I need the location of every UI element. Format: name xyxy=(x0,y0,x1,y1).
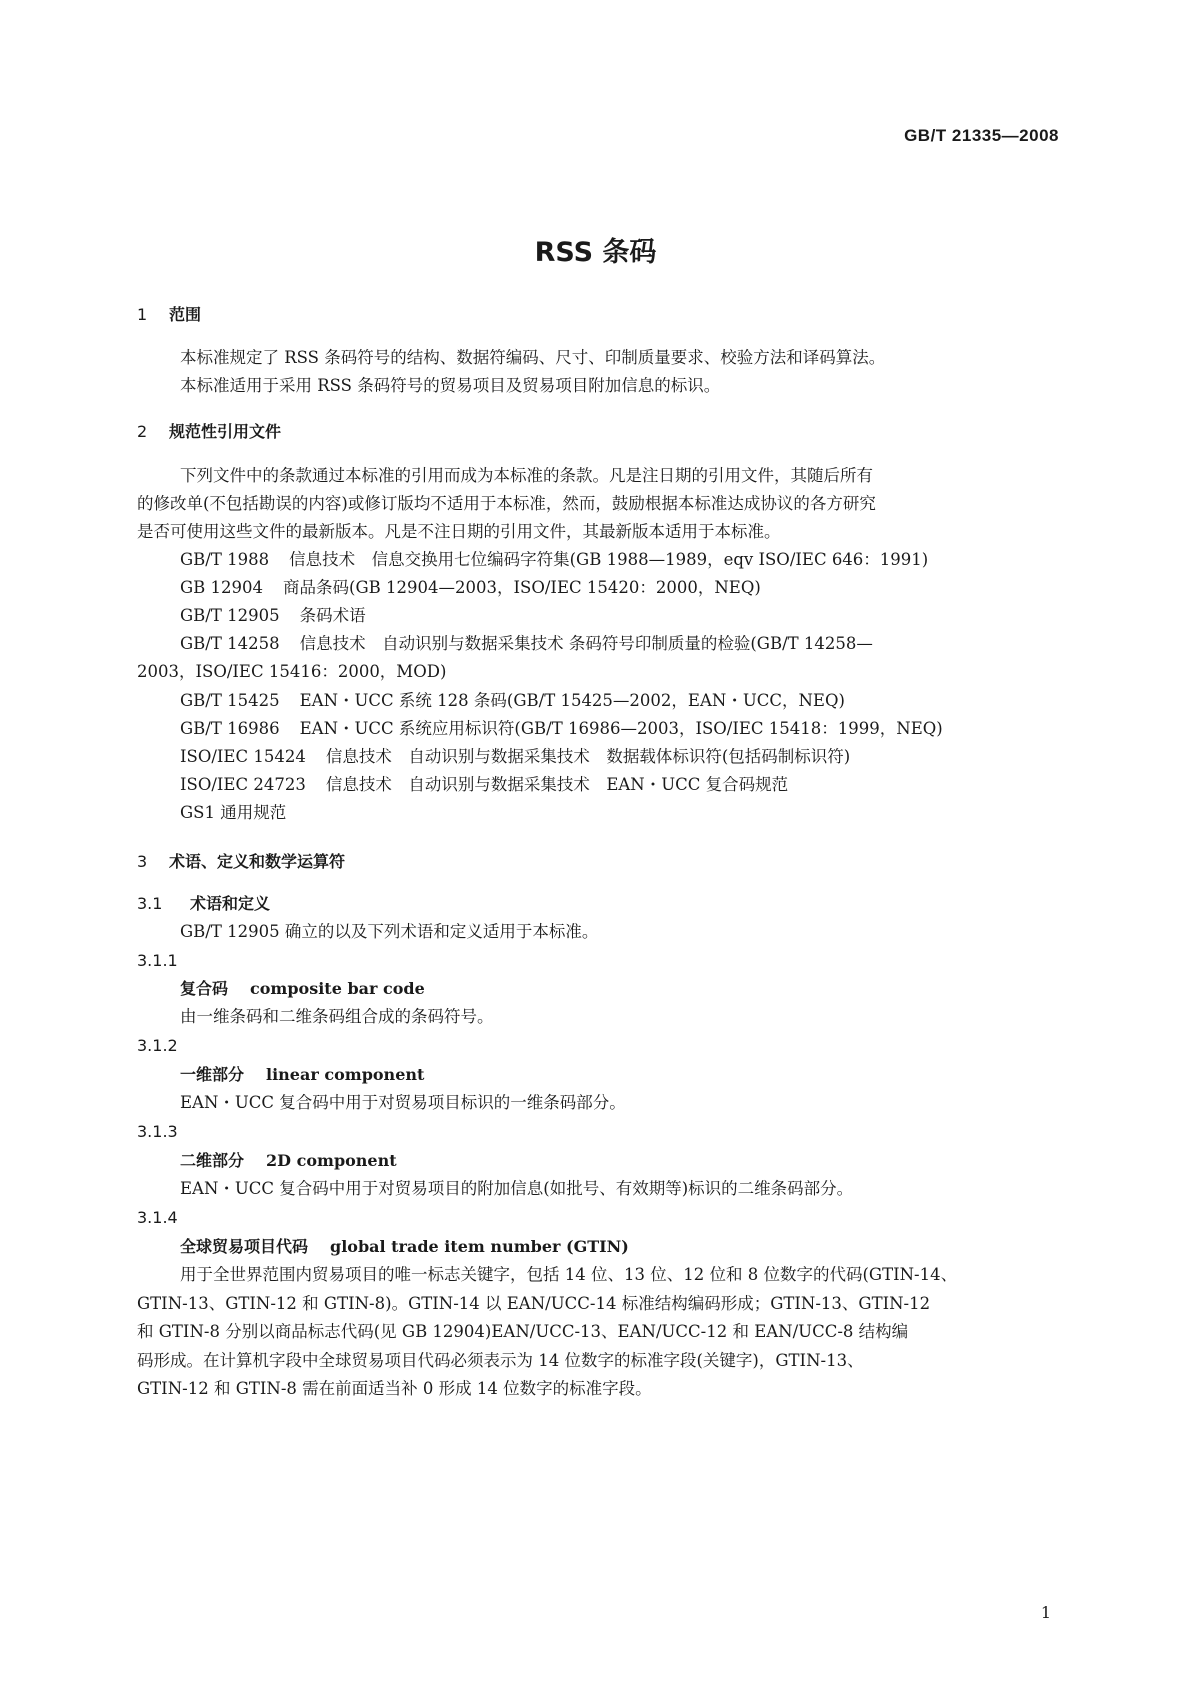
reference-title: EAN・UCC 系统应用标识符(GB/T 16986—2003，ISO/IEC 15418：1999，NEQ) xyxy=(299,719,943,738)
reference-item xyxy=(180,774,788,796)
section-title: 规范性引用文件 xyxy=(169,422,282,441)
term-zh: 复合码 xyxy=(180,979,229,998)
reference-code: ISO/IEC 15424 xyxy=(180,747,306,766)
section-number: 1 xyxy=(137,305,148,324)
paragraph: 本标准规定了 RSS 条码符号的结构、数据符编码、尺寸、印制质量要求、校验方法和译码算法。 xyxy=(180,348,886,367)
paragraph-line: 下列文件中的条款通过本标准的引用而成为本标准的条款。凡是注日期的引用文件，其随后所有 xyxy=(180,466,873,485)
reference-code: GB 12904 xyxy=(180,578,264,597)
paragraph: 本标准适用于采用 RSS 条码符号的贸易项目及贸易项目附加信息的标识。 xyxy=(180,376,721,395)
reference-title: 信息技术 自动识别与数据采集技术 EAN・UCC 复合码规范 xyxy=(325,775,789,794)
reference-code: GB/T 1988 xyxy=(180,550,270,569)
reference-code: GB/T 15425 xyxy=(180,691,280,710)
term-definition: EAN・UCC 复合码中用于对贸易项目标识的一维条码部分。 xyxy=(180,1093,626,1112)
term-entry xyxy=(180,1150,397,1172)
reference-item xyxy=(180,549,928,571)
term-entry xyxy=(180,978,425,1000)
standard-number: GB/T 21335—2008 xyxy=(904,126,1059,145)
term-entry xyxy=(180,1236,629,1258)
reference-item xyxy=(180,690,845,712)
term-entry xyxy=(180,1064,424,1086)
reference-code: ISO/IEC 24723 xyxy=(180,775,306,794)
term-en: linear component xyxy=(266,1065,425,1084)
term-number: 3.1.3 xyxy=(137,1122,178,1141)
subsection-title: 术语和定义 xyxy=(190,894,271,913)
term-number: 3.1.4 xyxy=(137,1208,178,1227)
document-title: RSS 条码 xyxy=(534,237,657,268)
section-1-heading xyxy=(137,304,201,326)
term-definition-line: 用于全世界范围内贸易项目的唯一标志关键字，包括 14 位、13 位、12 位和 8 位数字的代码(GTIN-14、 xyxy=(180,1265,958,1284)
reference-continuation: 2003，ISO/IEC 15416：2000，MOD) xyxy=(137,662,447,681)
reference-item xyxy=(180,746,850,768)
term-zh: 全球贸易项目代码 xyxy=(180,1237,309,1256)
reference-title: EAN・UCC 系统 128 条码(GB/T 15425—2002，EAN・UCC，NEQ) xyxy=(299,691,845,710)
term-definition-line: 码形成。在计算机字段中全球贸易项目代码必须表示为 14 位数字的标准字段(关键字)，GTIN-13、 xyxy=(137,1351,864,1370)
reference-item xyxy=(180,718,943,740)
term-definition: EAN・UCC 复合码中用于对贸易项目的附加信息(如批号、有效期等)标识的二维条码部分。 xyxy=(180,1179,854,1198)
paragraph: GB/T 12905 确立的以及下列术语和定义适用于本标准。 xyxy=(180,922,599,941)
subsection-heading xyxy=(137,893,270,915)
term-definition-line: GTIN-13、GTIN-12 和 GTIN-8)。GTIN-14 以 EAN/UCC-14 标准结构编码形成；GTIN-13、GTIN-12 xyxy=(137,1294,931,1313)
paragraph-line: 的修改单(不包括勘误的内容)或修订版均不适用于本标准，然而，鼓励根据本标准达成协议的各方研究 xyxy=(137,494,876,513)
page-number: 1 xyxy=(1040,1603,1051,1622)
reference-title: 信息技术 自动识别与数据采集技术 数据载体标识符(包括码制标识符) xyxy=(325,747,851,766)
term-zh: 一维部分 xyxy=(180,1065,245,1084)
term-number: 3.1.1 xyxy=(137,951,178,970)
term-en: composite bar code xyxy=(250,979,425,998)
term-en: global trade item number (GTIN) xyxy=(330,1237,629,1256)
subsection-number: 3.1 xyxy=(137,894,163,913)
term-number: 3.1.2 xyxy=(137,1036,178,1055)
reference-title: 商品条码(GB 12904—2003，ISO/IEC 15420：2000，NEQ) xyxy=(283,578,761,597)
reference-code: GS1 通用规范 xyxy=(180,803,287,822)
section-3-heading xyxy=(137,851,345,873)
term-definition-line: 和 GTIN-8 分别以商品标志代码(见 GB 12904)EAN/UCC-13、EAN/UCC-12 和 EAN/UCC-8 结构编 xyxy=(137,1322,909,1341)
reference-item xyxy=(180,633,873,655)
reference-title: 条码术语 xyxy=(299,606,366,625)
term-definition: 由一维条码和二维条码组合成的条码符号。 xyxy=(180,1007,494,1026)
reference-item xyxy=(180,605,366,627)
reference-item xyxy=(180,802,286,824)
section-title: 范围 xyxy=(169,305,202,324)
section-number: 2 xyxy=(137,422,148,441)
term-en: 2D component xyxy=(266,1151,397,1170)
section-number: 3 xyxy=(137,852,148,871)
reference-code: GB/T 12905 xyxy=(180,606,280,625)
section-title: 术语、定义和数学运算符 xyxy=(169,852,346,871)
term-zh: 二维部分 xyxy=(180,1151,245,1170)
term-definition-line: GTIN-12 和 GTIN-8 需在前面适当补 0 形成 14 位数字的标准字段。 xyxy=(137,1379,652,1398)
reference-code: GB/T 14258 xyxy=(180,634,280,653)
reference-title: 信息技术 信息交换用七位编码字符集(GB 1988—1989，eqv ISO/IEC 646：1991) xyxy=(289,550,929,569)
reference-title: 信息技术 自动识别与数据采集技术 条码符号印制质量的检验(GB/T 14258— xyxy=(299,634,873,653)
paragraph-line: 是否可使用这些文件的最新版本。凡是不注日期的引用文件，其最新版本适用于本标准。 xyxy=(137,522,781,541)
section-2-heading xyxy=(137,421,281,443)
reference-item xyxy=(180,577,761,599)
reference-code: GB/T 16986 xyxy=(180,719,280,738)
